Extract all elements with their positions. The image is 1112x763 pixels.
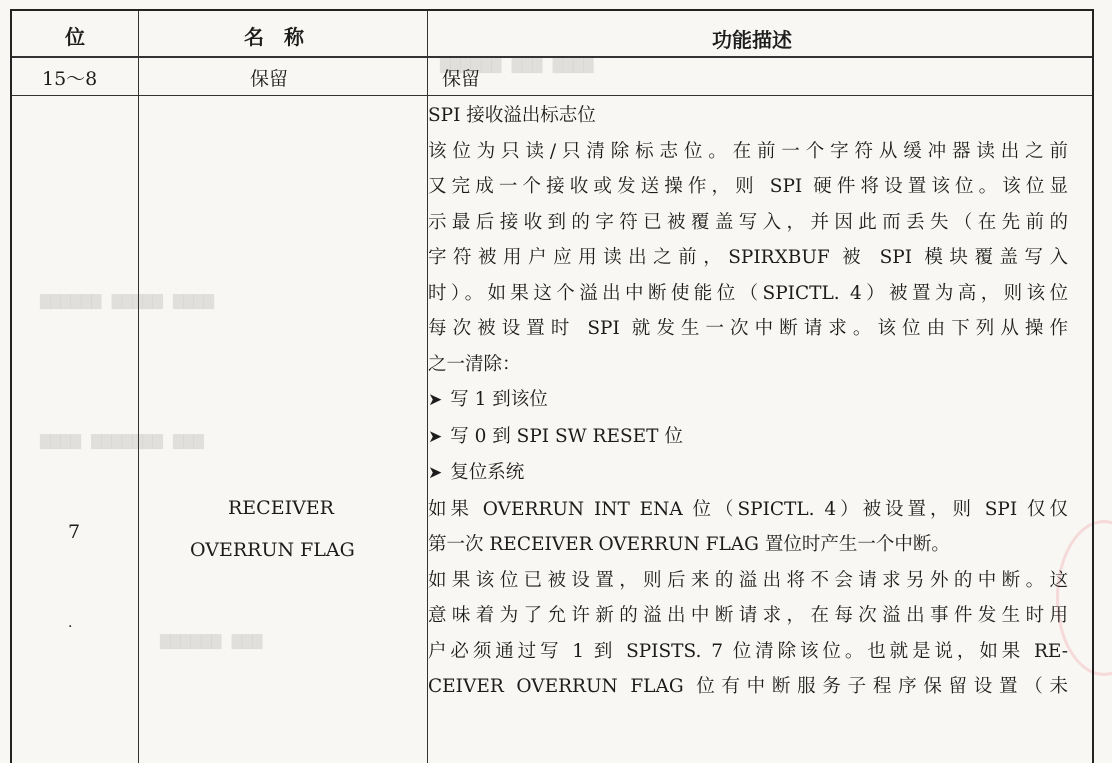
bullet-text: 复位系统: [450, 462, 525, 483]
header-bit: 位: [65, 25, 85, 49]
bullet-text: 写 0 到 SPI SW RESET 位: [450, 425, 683, 447]
row-bit: 15～8: [42, 68, 98, 90]
description-line: 每次被设置时 SPI 就发生一次中断请求。该位由下列从操作: [428, 318, 1068, 339]
bleed-through: ▆▆▆▆▆▆ ▆▆▆ ▆▆▆▆: [440, 54, 594, 74]
description-line: 示最后接收到的字符已被覆盖写入，并因此而丢失（在先前的: [428, 211, 1068, 233]
description-line: 该位为只读/只清除标志位。在前一个字符从缓冲器读出之前: [428, 140, 1068, 162]
row-bit: 7: [68, 521, 81, 543]
description-line: 户必须通过写 1 到 SPISTS. 7 位清除该位。也就是说，如果 RE-: [428, 640, 1068, 662]
bleed-through: ▆▆▆▆▆▆ ▆▆▆▆▆ ▆▆▆▆: [40, 290, 214, 310]
bullet-item: [428, 419, 1068, 456]
row-description-block: [428, 98, 1068, 705]
row-name-line2: OVERRUN FLAG: [190, 539, 355, 561]
description-line: 意味着为了允许新的溢出中断请求，在每次溢出事件发生时用: [428, 605, 1068, 626]
description-line: 时）。如果这个溢出中断使能位（SPICTL. 4）被置为高，则该位: [428, 282, 1068, 304]
bleed-through: ▆▆▆▆▆▆ ▆▆▆: [160, 630, 263, 650]
header-description: 功能描述: [712, 28, 792, 52]
row-divider: [12, 95, 1092, 96]
scan-speck: ·: [68, 619, 73, 635]
description-line: 又完成一个接收或发送操作，则 SPI 硬件将设置该位。该位显: [428, 176, 1068, 197]
column-divider: [138, 11, 139, 763]
description-line: CEIVER OVERRUN FLAG 位有中断服务子程序保留设置（未: [428, 676, 1068, 697]
description-line: SPI 接收溢出标志位: [428, 105, 596, 126]
description-line: 第一次 RECEIVER OVERRUN FLAG 置位时产生一个中断。: [428, 534, 950, 555]
register-table: [10, 9, 1094, 763]
row-name: 保留: [250, 68, 289, 90]
description-line: 之一清除：: [428, 353, 521, 375]
row-name-line1: RECEIVER: [228, 497, 334, 519]
description-line: 如果该位已被设置，则后来的溢出将不会请求另外的中断。这: [428, 569, 1068, 591]
bullet-text: 写 1 到该位: [450, 389, 548, 410]
bullet-item: [428, 455, 1068, 492]
header-divider: [12, 56, 1092, 58]
bullet-item: [428, 382, 1068, 419]
description-line: 如果 OVERRUN INT ENA 位（SPICTL. 4）被设置，则 SPI 仅仅: [428, 498, 1068, 520]
header-name: 名 称: [244, 25, 304, 49]
row-description: 保留: [442, 68, 481, 90]
bleed-through: ▆▆▆▆ ▆▆▆▆▆▆▆ ▆▆▆: [40, 430, 204, 450]
description-line: 字符被用户应用读出之前，SPIRXBUF 被 SPI 模块覆盖写入: [428, 247, 1068, 268]
